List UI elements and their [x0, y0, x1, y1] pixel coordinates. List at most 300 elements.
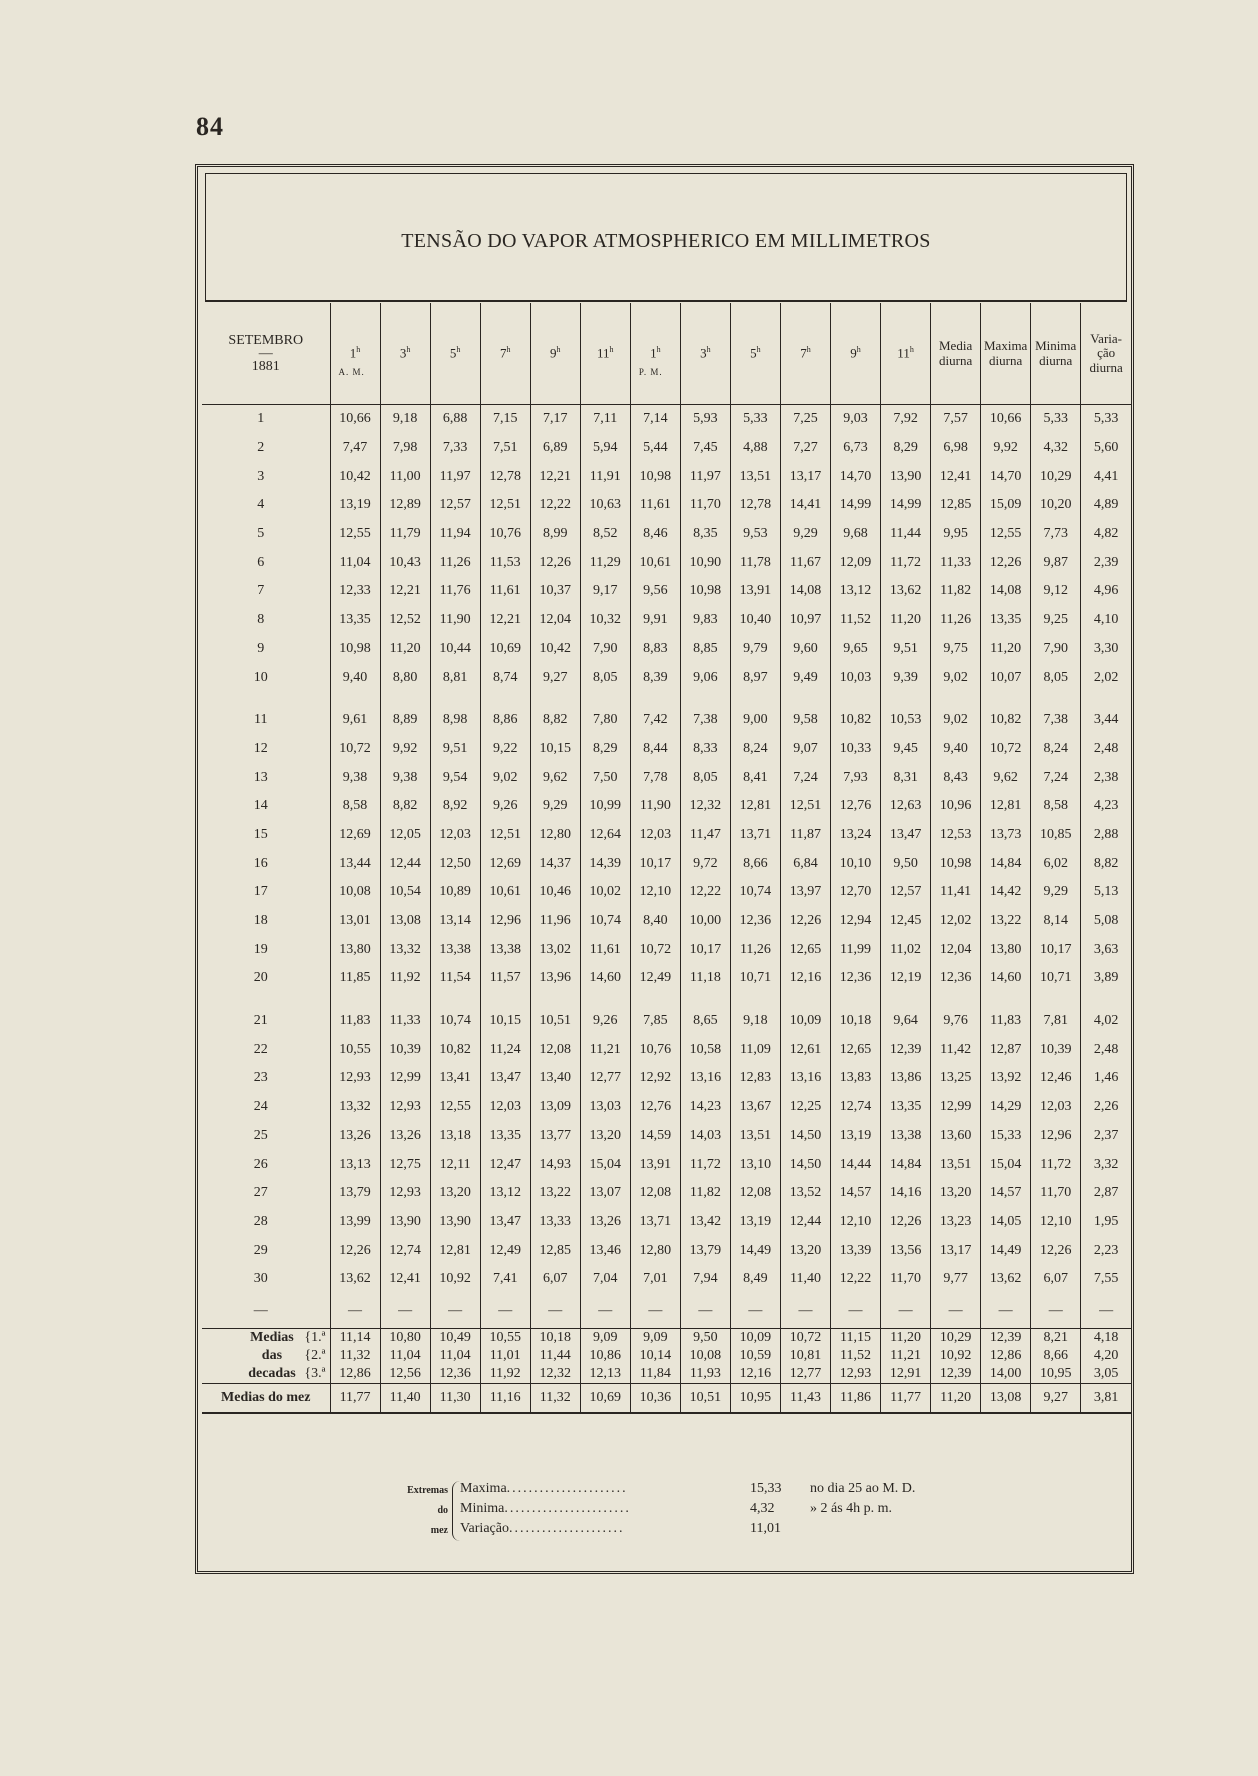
extreme-name: Minima	[460, 1501, 505, 1516]
value-cell: 10,03	[831, 663, 881, 692]
value-cell: 10,82	[831, 706, 881, 735]
value-cell: 12,63	[881, 792, 931, 821]
value-cell: 14,59	[630, 1122, 680, 1151]
value-cell: 10,98	[330, 635, 380, 664]
value-cell: 9,29	[1031, 878, 1081, 907]
value-cell: 13,38	[480, 935, 530, 964]
value-cell: 10,49	[430, 1328, 480, 1347]
value-cell: 12,16	[730, 1365, 780, 1384]
value-cell: 8,21	[1031, 1328, 1081, 1347]
value-cell: —	[881, 1294, 931, 1329]
value-cell: 13,77	[530, 1122, 580, 1151]
value-cell: 9,75	[931, 635, 981, 664]
value-cell: 2,37	[1081, 1122, 1131, 1151]
value-cell: 5,08	[1081, 907, 1131, 936]
value-cell: 10,51	[680, 1383, 730, 1413]
value-cell: 9,87	[1031, 548, 1081, 577]
value-cell: 13,91	[730, 577, 780, 606]
value-cell: 13,20	[580, 1122, 630, 1151]
value-cell: 4,88	[730, 434, 780, 463]
value-cell: 13,35	[981, 606, 1031, 635]
value-cell: 13,80	[330, 935, 380, 964]
value-cell: 14,03	[680, 1122, 730, 1151]
value-cell: 10,66	[330, 405, 380, 434]
value-cell: 4,02	[1081, 1007, 1131, 1036]
header-hour: 9$^h$	[831, 303, 881, 405]
value-cell: 12,93	[380, 1093, 430, 1122]
value-cell: 11,90	[630, 792, 680, 821]
value-cell: 12,80	[530, 821, 580, 850]
value-cell: 11,52	[831, 1347, 881, 1365]
table-row	[202, 462, 1131, 491]
value-cell: 12,39	[981, 1328, 1031, 1347]
header-hour: 5$^h$	[430, 303, 480, 405]
value-cell: 10,82	[430, 1035, 480, 1064]
value-cell: 11,72	[1031, 1150, 1081, 1179]
value-cell: 1,46	[1081, 1064, 1131, 1093]
value-cell: 12,81	[981, 792, 1031, 821]
value-cell: 13,71	[730, 821, 780, 850]
value-cell: 12,41	[931, 462, 981, 491]
value-cell: 8,31	[881, 763, 931, 792]
value-cell: 10,74	[580, 907, 630, 936]
value-cell: 9,83	[680, 606, 730, 635]
value-cell: 13,52	[780, 1179, 830, 1208]
value-cell: 14,49	[981, 1236, 1031, 1265]
header-hour: 7$^h$	[780, 303, 830, 405]
value-cell: 9,38	[380, 763, 430, 792]
value-cell: 12,99	[931, 1093, 981, 1122]
table-row	[202, 1007, 1131, 1036]
value-cell: 8,39	[630, 663, 680, 692]
table-row	[202, 878, 1131, 907]
value-cell: 9,62	[981, 763, 1031, 792]
value-cell: 13,86	[881, 1064, 931, 1093]
value-cell: 13,73	[981, 821, 1031, 850]
extreme-value: 4,32	[750, 1501, 775, 1516]
table-row	[202, 1208, 1131, 1237]
value-cell: 10,39	[380, 1035, 430, 1064]
value-cell: 4,18	[1081, 1328, 1131, 1347]
value-cell: 10,02	[580, 878, 630, 907]
value-cell: 11,40	[780, 1265, 830, 1294]
value-cell: 11,92	[380, 964, 430, 993]
value-cell: 10,08	[330, 878, 380, 907]
value-cell: 11,70	[680, 491, 730, 520]
value-cell: 7,55	[1081, 1265, 1131, 1294]
value-cell: 6,88	[430, 405, 480, 434]
value-cell: 13,40	[530, 1064, 580, 1093]
value-cell: 12,49	[480, 1236, 530, 1265]
value-cell: 12,39	[931, 1365, 981, 1384]
value-cell: 8,66	[730, 849, 780, 878]
value-cell: 8,14	[1031, 907, 1081, 936]
value-cell: 11,33	[380, 1007, 430, 1036]
value-cell: 8,40	[630, 907, 680, 936]
value-cell: 11,87	[780, 821, 830, 850]
header-summary: Varia- ção diurna	[1081, 303, 1131, 405]
day-cell: 1	[257, 411, 265, 427]
value-cell: 14,00	[981, 1365, 1031, 1384]
value-cell: 7,25	[780, 405, 830, 434]
value-cell: 10,40	[730, 606, 780, 635]
value-cell: 11,99	[831, 935, 881, 964]
value-cell: 12,36	[430, 1365, 480, 1384]
value-cell: 9,29	[780, 520, 830, 549]
value-cell: 10,69	[580, 1383, 630, 1413]
value-cell: 12,81	[730, 792, 780, 821]
value-cell: 11,20	[881, 1328, 931, 1347]
value-cell: 7,98	[380, 434, 430, 463]
value-cell: 13,47	[480, 1208, 530, 1237]
value-cell: 10,92	[931, 1347, 981, 1365]
value-cell: 7,51	[480, 434, 530, 463]
value-cell: 11,43	[780, 1383, 830, 1413]
value-cell: 12,03	[430, 821, 480, 850]
value-cell: 7,38	[680, 706, 730, 735]
value-cell: 12,85	[530, 1236, 580, 1265]
value-cell: 10,66	[981, 405, 1031, 434]
value-cell: 12,77	[780, 1365, 830, 1384]
value-cell: 7,90	[1031, 635, 1081, 664]
value-cell: 10,95	[730, 1383, 780, 1413]
value-cell: 10,72	[981, 735, 1031, 764]
day-cell: 24	[253, 1099, 268, 1115]
value-cell: 14,23	[680, 1093, 730, 1122]
value-cell: 11,91	[580, 462, 630, 491]
value-cell: 11,44	[881, 520, 931, 549]
header-hour: 11$^h$	[881, 303, 931, 405]
value-cell: 13,90	[380, 1208, 430, 1237]
value-cell: 8,97	[730, 663, 780, 692]
value-cell: 12,78	[480, 462, 530, 491]
table-row	[202, 1265, 1131, 1294]
value-cell: 11,04	[380, 1347, 430, 1365]
value-cell: 5,13	[1081, 878, 1131, 907]
value-cell: 11,32	[530, 1383, 580, 1413]
value-cell: 11,29	[580, 548, 630, 577]
value-cell: 13,99	[330, 1208, 380, 1237]
value-cell: 7,24	[780, 763, 830, 792]
value-cell: 14,99	[881, 491, 931, 520]
extremes-label-line: do	[437, 1505, 448, 1516]
value-cell: 13,39	[831, 1236, 881, 1265]
value-cell: 14,50	[780, 1122, 830, 1151]
header-summary: Media diurna	[931, 303, 981, 405]
value-cell: 13,33	[530, 1208, 580, 1237]
extremes-label	[384, 1481, 448, 1541]
value-cell: 9,61	[330, 706, 380, 735]
value-cell: 11,20	[881, 606, 931, 635]
value-cell: 10,63	[580, 491, 630, 520]
value-cell: 5,44	[630, 434, 680, 463]
value-cell: 11,86	[831, 1383, 881, 1413]
value-cell: 13,60	[931, 1122, 981, 1151]
value-cell: 2,38	[1081, 763, 1131, 792]
value-cell: 7,14	[630, 405, 680, 434]
header-hour: 11$^h$	[580, 303, 630, 405]
value-cell: —	[380, 1294, 430, 1329]
value-cell: 4,41	[1081, 462, 1131, 491]
value-cell: 13,91	[630, 1150, 680, 1179]
value-cell: 12,89	[380, 491, 430, 520]
value-cell: 14,60	[981, 964, 1031, 993]
value-cell: —	[1031, 1294, 1081, 1329]
month-label: Medias do mez	[202, 1383, 330, 1413]
month-mean-row	[202, 1383, 1131, 1413]
value-cell: 7,24	[1031, 763, 1081, 792]
value-cell: 7,94	[680, 1265, 730, 1294]
day-cell: 8	[257, 612, 265, 628]
value-cell: 8,24	[1031, 735, 1081, 764]
value-cell: 11,54	[430, 964, 480, 993]
table-row	[202, 735, 1131, 764]
value-cell: 10,37	[530, 577, 580, 606]
value-cell: 8,74	[480, 663, 530, 692]
value-cell: 9,18	[380, 405, 430, 434]
value-cell: 10,00	[680, 907, 730, 936]
value-cell: 10,72	[330, 735, 380, 764]
value-cell: 13,26	[380, 1122, 430, 1151]
dash-row	[202, 1294, 1131, 1329]
value-cell: 9,60	[780, 635, 830, 664]
value-cell: 13,18	[430, 1122, 480, 1151]
value-cell: 12,80	[630, 1236, 680, 1265]
value-cell: 14,44	[831, 1150, 881, 1179]
value-cell: 11,20	[981, 635, 1031, 664]
value-cell: 13,83	[831, 1064, 881, 1093]
value-cell: 14,57	[981, 1179, 1031, 1208]
value-cell: 12,75	[380, 1150, 430, 1179]
day-cell: 28	[253, 1213, 268, 1229]
day-cell: 13	[253, 769, 268, 785]
value-cell: 11,24	[480, 1035, 530, 1064]
value-cell: 12,03	[1031, 1093, 1081, 1122]
value-cell: 14,70	[981, 462, 1031, 491]
header-hour: 9$^h$	[530, 303, 580, 405]
value-cell: —	[630, 1294, 680, 1329]
value-cell: 12,44	[380, 849, 430, 878]
value-cell: 13,56	[881, 1236, 931, 1265]
value-cell: 12,22	[831, 1265, 881, 1294]
value-cell: 7,41	[480, 1265, 530, 1294]
value-cell: 8,85	[680, 635, 730, 664]
value-cell: 8,44	[630, 735, 680, 764]
value-cell: 13,71	[630, 1208, 680, 1237]
value-cell: 11,42	[931, 1035, 981, 1064]
value-cell: 11,40	[380, 1383, 430, 1413]
value-cell: 7,50	[580, 763, 630, 792]
value-cell: 12,45	[881, 907, 931, 936]
value-cell: 12,36	[831, 964, 881, 993]
day-cell: 10	[253, 669, 268, 685]
value-cell: 9,72	[680, 849, 730, 878]
value-cell: 11,83	[330, 1007, 380, 1036]
value-cell: 7,01	[630, 1265, 680, 1294]
value-cell: 11,20	[380, 635, 430, 664]
value-cell: 10,97	[780, 606, 830, 635]
value-cell: 7,92	[881, 405, 931, 434]
value-cell: 7,27	[780, 434, 830, 463]
value-cell: 13,51	[730, 1122, 780, 1151]
value-cell: 13,16	[680, 1064, 730, 1093]
value-cell: 12,03	[630, 821, 680, 850]
value-cell: 5,94	[580, 434, 630, 463]
value-cell: 10,71	[1031, 964, 1081, 993]
value-cell: 12,21	[480, 606, 530, 635]
month-extremes: Extremas do mez Maxima...................... Minima....................... Variação..................... 15,33 4,32 11,01 no dia 25 ao M. D. » 2 ás 4h p. m.	[198, 1467, 1131, 1557]
header-hour: 3$^h$	[380, 303, 430, 405]
day-cell: 4	[257, 497, 265, 513]
day-cell: 17	[253, 884, 268, 900]
value-cell: 8,86	[480, 706, 530, 735]
value-cell: 5,33	[730, 405, 780, 434]
value-cell: 2,39	[1081, 548, 1131, 577]
value-cell: 12,26	[1031, 1236, 1081, 1265]
header-hour: 1$^h$ A. M.	[330, 303, 380, 405]
table-row	[202, 849, 1131, 878]
value-cell: 11,96	[530, 907, 580, 936]
table-row	[202, 1064, 1131, 1093]
day-cell: 14	[253, 798, 268, 814]
value-cell: 4,89	[1081, 491, 1131, 520]
value-cell: 12,03	[480, 1093, 530, 1122]
value-cell: —	[680, 1294, 730, 1329]
value-cell: 9,09	[580, 1328, 630, 1347]
value-cell: 3,89	[1081, 964, 1131, 993]
table-row	[202, 663, 1131, 692]
value-cell: 12,70	[831, 878, 881, 907]
value-cell: 9,53	[730, 520, 780, 549]
table-row	[202, 635, 1131, 664]
value-cell: 13,07	[580, 1179, 630, 1208]
header-summary: Minima diurna	[1031, 303, 1081, 405]
value-cell: 12,25	[780, 1093, 830, 1122]
value-cell: 13,14	[430, 907, 480, 936]
value-cell: —	[780, 1294, 830, 1329]
value-cell: 12,76	[630, 1093, 680, 1122]
day-cell: —	[253, 1302, 268, 1318]
value-cell: 12,87	[981, 1035, 1031, 1064]
value-cell: 12,04	[931, 935, 981, 964]
value-cell: 14,99	[831, 491, 881, 520]
value-cell: 8,65	[680, 1007, 730, 1036]
value-cell: 11,94	[430, 520, 480, 549]
value-cell: 7,57	[931, 405, 981, 434]
value-cell: 10,82	[981, 706, 1031, 735]
value-cell: —	[430, 1294, 480, 1329]
value-cell: 12,99	[380, 1064, 430, 1093]
value-cell: 12,10	[1031, 1208, 1081, 1237]
value-cell: 10,09	[730, 1328, 780, 1347]
value-cell: 13,17	[780, 462, 830, 491]
value-cell: 12,22	[530, 491, 580, 520]
value-cell: 12,94	[831, 907, 881, 936]
value-cell: 4,82	[1081, 520, 1131, 549]
extremes-label-line: Extremas	[407, 1485, 448, 1496]
value-cell: 10,15	[480, 1007, 530, 1036]
value-cell: 11,04	[430, 1347, 480, 1365]
value-cell: 11,30	[430, 1383, 480, 1413]
value-cell: 10,69	[480, 635, 530, 664]
value-cell: 12,33	[330, 577, 380, 606]
value-cell: 11,57	[480, 964, 530, 993]
value-cell: 9,02	[931, 706, 981, 735]
value-cell: 11,82	[680, 1179, 730, 1208]
value-cell: 13,09	[530, 1093, 580, 1122]
value-cell: 7,15	[480, 405, 530, 434]
value-cell: —	[931, 1294, 981, 1329]
value-cell: 8,83	[630, 635, 680, 664]
value-cell: 8,29	[580, 735, 630, 764]
decade-label: das {2.ª	[261, 1347, 326, 1363]
day-cell: 29	[253, 1242, 268, 1258]
value-cell: 7,47	[330, 434, 380, 463]
value-cell: 5,60	[1081, 434, 1131, 463]
value-cell: 14,84	[981, 849, 1031, 878]
value-cell: 10,29	[1031, 462, 1081, 491]
value-cell: 8,43	[931, 763, 981, 792]
value-cell: 8,49	[730, 1265, 780, 1294]
value-cell: 10,98	[680, 577, 730, 606]
value-cell: 12,76	[831, 792, 881, 821]
value-cell: 12,69	[330, 821, 380, 850]
value-cell: —	[480, 1294, 530, 1329]
value-cell: 8,89	[380, 706, 430, 735]
value-cell: 12,86	[330, 1365, 380, 1384]
value-cell: 13,38	[430, 935, 480, 964]
value-cell: 13,24	[831, 821, 881, 850]
value-cell: 4,96	[1081, 577, 1131, 606]
value-cell: 13,35	[330, 606, 380, 635]
value-cell: 13,79	[680, 1236, 730, 1265]
value-cell: 13,19	[730, 1208, 780, 1237]
value-cell: —	[580, 1294, 630, 1329]
value-cell: 10,18	[530, 1328, 580, 1347]
value-cell: 8,35	[680, 520, 730, 549]
day-cell: 11	[254, 712, 268, 728]
day-cell: 22	[253, 1041, 268, 1057]
value-cell: 11,83	[981, 1007, 1031, 1036]
value-cell: 13,20	[780, 1236, 830, 1265]
decade-row	[202, 1347, 1131, 1365]
value-cell: 14,41	[780, 491, 830, 520]
value-cell: 10,76	[630, 1035, 680, 1064]
value-cell: 8,98	[430, 706, 480, 735]
value-cell: 10,96	[931, 792, 981, 821]
table-title: TENSÃO DO VAPOR ATMOSPHERICO EM MILLIMETROS	[401, 230, 931, 252]
value-cell: 9,07	[780, 735, 830, 764]
value-cell: 12,44	[780, 1208, 830, 1237]
value-cell: 12,32	[530, 1365, 580, 1384]
value-cell: 9,58	[780, 706, 830, 735]
value-cell: —	[730, 1294, 780, 1329]
value-cell: 13,80	[981, 935, 1031, 964]
value-cell: 12,08	[630, 1179, 680, 1208]
value-cell: 8,99	[530, 520, 580, 549]
value-cell: 10,74	[730, 878, 780, 907]
value-cell: 8,05	[1031, 663, 1081, 692]
value-cell: 11,72	[680, 1150, 730, 1179]
value-cell: 10,85	[1031, 821, 1081, 850]
value-cell: 11,93	[680, 1365, 730, 1384]
value-cell: 13,32	[330, 1093, 380, 1122]
value-cell: 8,05	[680, 763, 730, 792]
value-cell: 12,96	[480, 907, 530, 936]
value-cell: 9,38	[330, 763, 380, 792]
value-cell: 9,95	[931, 520, 981, 549]
value-cell: 2,87	[1081, 1179, 1131, 1208]
